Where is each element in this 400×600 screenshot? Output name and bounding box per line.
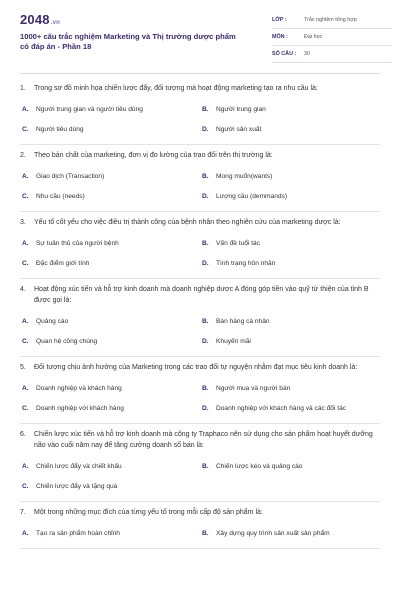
question-3 xyxy=(20,212,380,279)
option-text: Lượng cầu (demmands) xyxy=(216,192,288,200)
option-c[interactable] xyxy=(20,398,200,418)
option-text: Doanh nghiệp với khách hàng và các đối tác xyxy=(216,404,347,412)
option-b[interactable] xyxy=(200,233,380,253)
option-letter: B. xyxy=(202,529,209,537)
option-letter: A. xyxy=(22,462,29,470)
option-b[interactable] xyxy=(200,166,380,186)
document-meta xyxy=(272,14,392,65)
question-text: Hoạt động xúc tiến và hỗ trợ kinh doanh mà doanh nghiệp dược A đóng góp tiền vào quỹ từ thiện của tỉnh B được gọi là: xyxy=(34,286,369,304)
option-text: Bán hàng cá nhân xyxy=(216,317,270,325)
question-text: Chiến lược xúc tiến và hỗ trợ kinh doanh mà công ty Traphaco nên sử dụng cho sản phẩm hoạt huyết dưỡng não vào cuối năm nay để tăng cường doanh số bán là: xyxy=(34,431,373,449)
option-text: Vấn đề tuổi tác xyxy=(216,239,260,247)
question-number: 7. xyxy=(20,509,26,516)
option-d[interactable] xyxy=(200,186,380,206)
option-text: Tình trạng hôn nhân xyxy=(216,259,276,267)
option-a[interactable] xyxy=(20,311,200,331)
meta-value: Đại học xyxy=(304,34,323,40)
option-text: Khuyến mãi xyxy=(216,337,251,345)
header-divider xyxy=(20,73,380,74)
option-letter: A. xyxy=(22,105,29,113)
option-d[interactable] xyxy=(200,253,380,273)
option-letter: C. xyxy=(22,259,29,267)
option-text: Chiến lược kéo và quảng cáo xyxy=(216,462,303,470)
question-text: Yếu tố cốt yếu cho việc điều trị thành công của bệnh nhân theo nghiên cứu của marketing dược là: xyxy=(34,219,341,226)
question-text: Theo bản chất của marketing, đơn vị đo lường của trao đổi trên thị trường là: xyxy=(34,152,273,159)
question-6 xyxy=(20,424,380,502)
meta-subject-row xyxy=(272,31,392,46)
question-number: 5. xyxy=(20,364,26,371)
option-letter: A. xyxy=(22,239,29,247)
option-letter: D. xyxy=(202,404,209,412)
answer-options xyxy=(20,456,380,496)
option-text: Người tiêu dùng xyxy=(36,125,84,133)
option-text: Sự tuân thủ của người bệnh xyxy=(36,239,119,247)
option-a[interactable] xyxy=(20,99,200,119)
question-stem xyxy=(20,283,380,306)
question-5 xyxy=(20,357,380,424)
option-c[interactable] xyxy=(20,331,200,351)
option-c[interactable] xyxy=(20,186,200,206)
option-letter: B. xyxy=(202,384,209,392)
option-letter: A. xyxy=(22,172,29,180)
option-letter: D. xyxy=(202,259,209,267)
option-text: Người mua và người bán xyxy=(216,384,291,392)
answer-options xyxy=(20,233,380,273)
question-stem xyxy=(20,428,380,451)
option-b[interactable] xyxy=(200,311,380,331)
option-text: Chiến lược đẩy và tặng quà xyxy=(36,482,118,490)
option-letter: D. xyxy=(202,125,209,133)
option-letter: B. xyxy=(202,105,209,113)
option-letter: B. xyxy=(202,317,209,325)
option-a[interactable] xyxy=(20,378,200,398)
option-d[interactable] xyxy=(200,398,380,418)
question-4 xyxy=(20,279,380,357)
answer-options xyxy=(20,99,380,139)
option-text: Người trung gian và người tiêu dùng xyxy=(36,105,143,113)
option-letter: A. xyxy=(22,384,29,392)
option-a[interactable] xyxy=(20,456,200,476)
option-c[interactable] xyxy=(20,119,200,139)
option-letter: C. xyxy=(22,404,29,412)
document-header xyxy=(20,12,380,72)
question-number: 3. xyxy=(20,219,26,226)
option-text: Doanh nghiệp với khách hàng xyxy=(36,404,124,412)
question-text: Trong sơ đồ minh họa chiến lược đẩy, đối tượng mà hoạt động marketing tạo ra nhu cầu là: xyxy=(34,85,318,92)
question-number: 6. xyxy=(20,431,26,438)
option-letter: B. xyxy=(202,239,209,247)
logo-tld: .vn xyxy=(50,20,61,26)
option-text: Mong muốn(wants) xyxy=(216,172,273,180)
meta-label: MÔN : xyxy=(272,34,288,40)
option-text: Người trung gian xyxy=(216,105,266,113)
option-a[interactable] xyxy=(20,166,200,186)
option-b[interactable] xyxy=(200,99,380,119)
question-text: Một trong những mục đích của từng yếu tố trong mỗi cấp độ sản phẩm là: xyxy=(34,509,263,516)
option-d[interactable] xyxy=(200,119,380,139)
option-letter: A. xyxy=(22,317,29,325)
answer-options xyxy=(20,311,380,351)
option-text: Giao dịch (Transaction) xyxy=(36,172,105,180)
document-title: 1000+ câu trắc nghiệm Marketing và Thị trường dược phẩm có đáp án - Phần 18 xyxy=(20,32,236,51)
option-text: Nhu cầu (needs) xyxy=(36,192,85,200)
option-a[interactable] xyxy=(20,233,200,253)
question-list xyxy=(20,78,380,549)
option-letter: C. xyxy=(22,192,29,200)
question-2 xyxy=(20,145,380,212)
option-letter: C. xyxy=(22,125,29,133)
option-letter: A. xyxy=(22,529,29,537)
question-stem xyxy=(20,216,380,228)
option-d[interactable] xyxy=(200,331,380,351)
question-stem xyxy=(20,82,380,94)
meta-label: SỐ CÂU : xyxy=(272,51,297,57)
question-number: 4. xyxy=(20,286,26,293)
option-text: Người sản xuất xyxy=(216,125,262,133)
option-text: Quảng cáo xyxy=(36,317,69,325)
meta-value: Trắc nghiệm tổng hợp xyxy=(304,17,357,23)
meta-class-row xyxy=(272,14,392,29)
option-c[interactable] xyxy=(20,253,200,273)
meta-label: LỚP : xyxy=(272,17,287,23)
meta-count-row xyxy=(272,48,392,63)
option-letter: C. xyxy=(22,482,29,490)
option-text: Chiến lược đẩy và chiết khấu xyxy=(36,462,122,470)
option-a[interactable] xyxy=(20,523,200,543)
logo-main: 2048 xyxy=(20,12,50,27)
answer-options xyxy=(20,166,380,206)
option-letter: D. xyxy=(202,192,209,200)
question-number: 2. xyxy=(20,152,26,159)
option-b[interactable] xyxy=(200,378,380,398)
option-letter: C. xyxy=(22,337,29,345)
option-letter: D. xyxy=(202,337,209,345)
option-text: Doanh nghiệp và khách hàng xyxy=(36,384,122,392)
question-7 xyxy=(20,502,380,549)
meta-value: 30 xyxy=(304,51,310,57)
question-1 xyxy=(20,78,380,145)
option-letter: B. xyxy=(202,462,209,470)
question-stem xyxy=(20,506,380,518)
option-text: Tạo ra sản phẩm hoàn chỉnh xyxy=(36,529,120,537)
question-number: 1. xyxy=(20,85,26,92)
question-stem xyxy=(20,149,380,161)
question-text: Đối tượng chịu ảnh hưởng của Marketing trong các trao đổi tự nguyện nhằm đạt mục tiêu kinh doanh là: xyxy=(34,364,358,371)
option-text: Đặc điểm giới tính xyxy=(36,259,90,267)
option-text: Xây dựng quy trình sản xuất sản phẩm xyxy=(216,529,330,537)
option-c[interactable] xyxy=(20,476,200,496)
option-b[interactable] xyxy=(200,523,380,543)
site-logo[interactable] xyxy=(20,12,60,27)
answer-options xyxy=(20,378,380,418)
option-b[interactable] xyxy=(200,456,380,476)
option-text: Quan hệ công chúng xyxy=(36,337,98,345)
question-stem xyxy=(20,361,380,373)
option-letter: B. xyxy=(202,172,209,180)
answer-options xyxy=(20,523,380,543)
